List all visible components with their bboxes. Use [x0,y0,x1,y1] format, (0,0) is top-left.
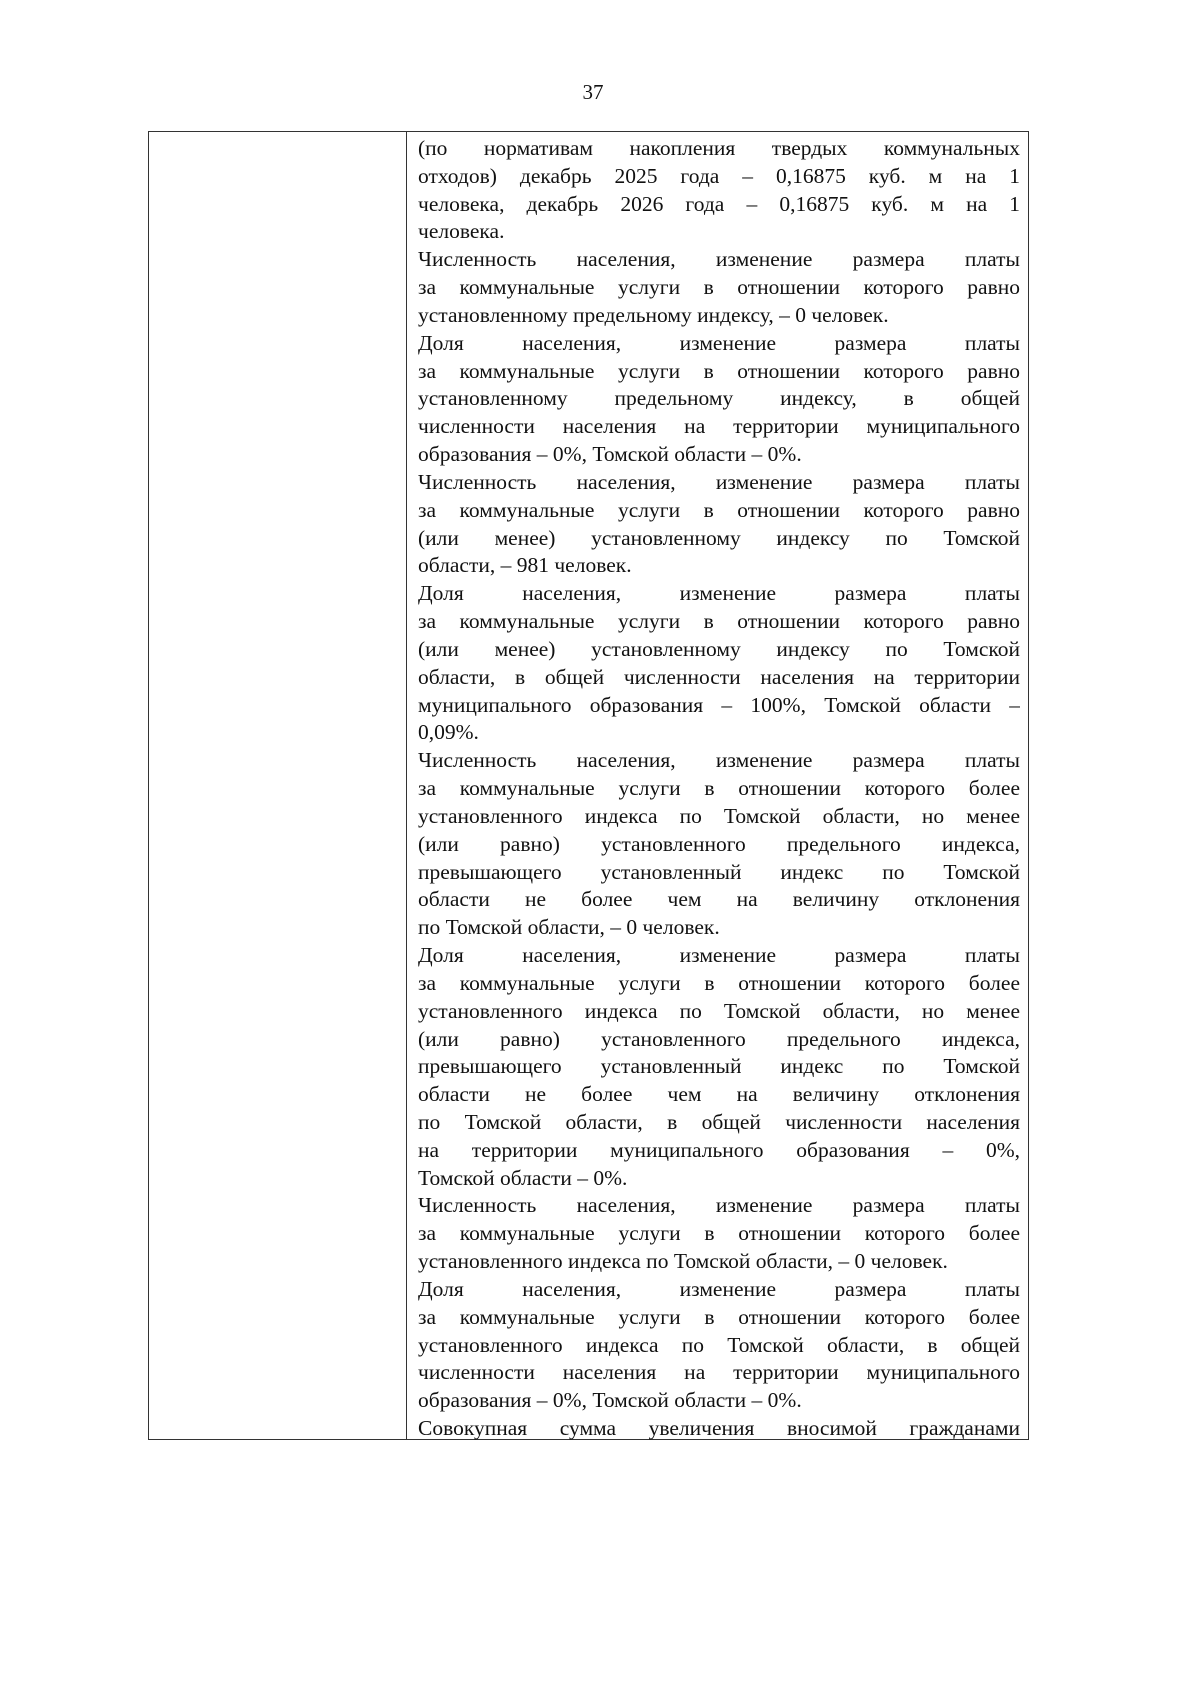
paragraph [418,747,1020,942]
text-line: численности населения на территории муниципального [418,1360,1020,1385]
paragraph [418,469,1020,580]
text-line: превышающего установленный индекс по Томской [418,1054,1020,1079]
paragraph [418,580,1020,747]
text-line: Доля населения, изменение размера платы [418,1276,1020,1301]
text-line: за коммунальные услуги в отношении которого равно [418,275,1020,300]
paragraph [418,330,1020,469]
text-line: Численность населения, изменение размера платы [418,247,1020,272]
text-line: отходов) декабрь 2025 года – 0,16875 куб. м на 1 [418,163,1020,188]
text-line: Доля населения, изменение размера платы [418,330,1020,355]
text-line: Численность населения, изменение размера платы [418,748,1020,773]
paragraph [418,942,1020,1192]
text-line: муниципального образования – 100%, Томской области – [418,692,1020,717]
text-line: человека. [418,219,505,244]
text-line: области, – 981 человек. [418,553,632,578]
text-line: установленного индекса по Томской области, – 0 человек. [418,1249,948,1274]
text-line: 0,09%. [418,720,479,745]
text-line: за коммунальные услуги в отношении которого более [418,970,1020,995]
text-line: за коммунальные услуги в отношении которого равно [418,497,1020,522]
text-line: установленному предельному индексу, в общей [418,386,1020,411]
paragraph [418,1192,1020,1275]
text-line: численности населения на территории муниципального [418,414,1020,439]
text-line: образования – 0%, Томской области – 0%. [418,442,802,467]
column-divider [406,132,407,1439]
text-line: Совокупная сумма увеличения вносимой гражданами [418,1416,1020,1441]
table-left-cell [149,132,406,1439]
text-line: за коммунальные услуги в отношении которого равно [418,609,1020,634]
document-table [148,131,1029,1440]
text-line: области не более чем на величину отклонения [418,887,1020,912]
text-line: Доля населения, изменение размера платы [418,581,1020,606]
paragraph [418,1276,1020,1415]
page-number: 37 [582,80,604,104]
text-line: на территории муниципального образования – 0%, [418,1137,1020,1162]
text-line: Численность населения, изменение размера платы [418,469,1020,494]
text-line: Доля населения, изменение размера платы [418,943,1020,968]
text-line: (или равно) установленного предельного индекса, [418,1026,1020,1051]
text-line: Томской области – 0%. [418,1165,628,1190]
text-line: за коммунальные услуги в отношении которого равно [418,358,1020,383]
text-line: установленного индекса по Томской области, но менее [418,803,1020,828]
text-line: превышающего установленный индекс по Томской [418,859,1020,884]
text-line: установленного индекса по Томской области, но менее [418,998,1020,1023]
table-text-cell [418,135,1020,1443]
text-line: установленному предельному индексу, – 0 человек. [418,302,889,327]
text-line: (или равно) установленного предельного индекса, [418,831,1020,856]
text-line: области, в общей численности населения на территории [418,664,1020,689]
text-line: установленного индекса по Томской области, в общей [418,1332,1020,1357]
paragraph [418,1415,1020,1443]
paragraph [418,135,1020,246]
text-line: за коммунальные услуги в отношении которого более [418,776,1020,801]
text-line: образования – 0%, Томской области – 0%. [418,1388,802,1413]
text-line: области не более чем на величину отклонения [418,1082,1020,1107]
text-line: (или менее) установленному индексу по Томской [418,525,1020,550]
text-line: (по нормативам накопления твердых коммунальных [418,136,1020,160]
text-line: за коммунальные услуги в отношении которого более [418,1221,1020,1246]
paragraph [418,246,1020,329]
text-line: по Томской области, – 0 человек. [418,915,720,940]
text-line: Численность населения, изменение размера платы [418,1193,1020,1218]
text-line: (или менее) установленному индексу по Томской [418,636,1020,661]
text-line: человека, декабрь 2026 года – 0,16875 куб. м на 1 [418,191,1020,216]
text-line: по Томской области, в общей численности населения [418,1109,1020,1134]
text-line: за коммунальные услуги в отношении которого более [418,1304,1020,1329]
